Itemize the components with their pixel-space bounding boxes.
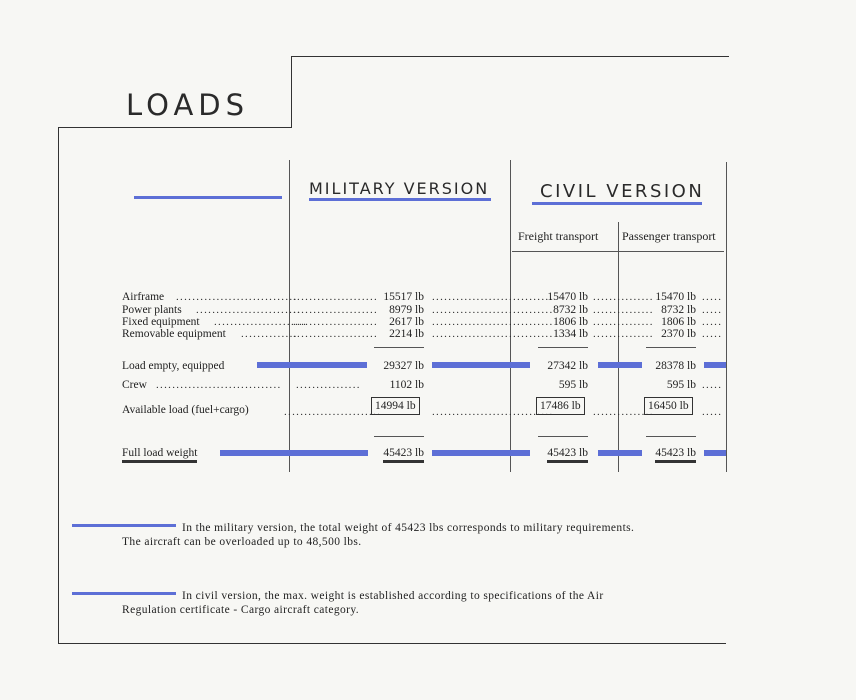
civil-note-line1: In civil version, the max. weight is established according to specifications of the Air — [182, 590, 604, 602]
military-fixed-value: 2617 lb — [389, 316, 424, 328]
leader-dots: ............... — [593, 406, 654, 418]
freight-fixed-value: 1806 lb — [553, 316, 588, 328]
full-load-accent-bar — [432, 450, 530, 456]
freight-full-value — [538, 447, 588, 459]
military-available-box: 14994 lb — [371, 397, 420, 415]
row-label-power-plants: Power plants — [122, 304, 182, 316]
civil-note-accent-bar — [72, 592, 176, 595]
passenger-removable-value: 2370 lb — [661, 328, 696, 340]
leader-dots: ..... — [702, 316, 723, 328]
empty-accent-bar — [432, 362, 530, 368]
row-label-airframe: Airframe — [122, 291, 165, 303]
leader-dots: ............... — [593, 328, 654, 340]
leader-dots: .............................. — [432, 316, 554, 328]
sum-rule — [538, 347, 588, 348]
civil-subheader-line — [512, 251, 724, 252]
header-accent-bar — [134, 196, 282, 199]
civil-note-line2: Regulation certificate - Cargo aircraft category. — [122, 604, 360, 616]
column-divider-3 — [618, 222, 619, 472]
frame-top-line — [292, 56, 729, 57]
military-airframe-value: 15517 lb — [383, 291, 424, 303]
frame-step-line — [291, 56, 292, 128]
freight-full-text: 45423 lb — [547, 447, 588, 463]
military-removable-value: 2214 lb — [389, 328, 424, 340]
column-divider-4 — [726, 162, 727, 472]
leader-dots: ..................... — [293, 291, 379, 303]
military-power-value: 8979 lb — [389, 304, 424, 316]
full-load-accent-bar — [220, 450, 368, 456]
freight-airframe-value: 15470 lb — [547, 291, 588, 303]
leader-dots: ............... — [593, 291, 654, 303]
leader-dots: ............... — [593, 316, 654, 328]
frame-title-underline — [58, 127, 292, 128]
leader-dots: ..... — [702, 304, 723, 316]
military-available-value — [371, 400, 420, 412]
passenger-crew-value: 595 lb — [666, 379, 696, 391]
passenger-fixed-value: 1806 lb — [661, 316, 696, 328]
leader-dots: ..... — [702, 406, 723, 418]
freight-removable-value: 1334 lb — [553, 328, 588, 340]
freight-available-box: 17486 lb — [536, 397, 585, 415]
military-empty-value: 29327 lb — [383, 360, 424, 372]
civil-header-underline — [532, 202, 702, 205]
passenger-transport-header: Passenger transport — [622, 229, 716, 243]
leader-dots: ..................... — [293, 304, 379, 316]
freight-crew-value: 595 lb — [558, 379, 588, 391]
leader-dots: ..... — [702, 328, 723, 340]
leader-dots: .............................. — [432, 406, 554, 418]
leader-dots: .............................. — [176, 291, 298, 303]
leader-dots: ............... — [593, 304, 654, 316]
military-note-line2: The aircraft can be overloaded up to 48,500 lbs. — [122, 536, 362, 548]
empty-accent-bar — [598, 362, 642, 368]
military-crew-value: 1102 lb — [389, 379, 424, 391]
civil-version-header: CIVIL VERSION — [540, 181, 705, 202]
passenger-full-text: 45423 lb — [655, 447, 696, 463]
leader-dots: .............................. — [432, 328, 554, 340]
leader-dots: ..................... — [293, 316, 379, 328]
empty-accent-bar — [257, 362, 367, 368]
freight-available-value — [536, 400, 585, 412]
sum-rule — [374, 347, 424, 348]
leader-dots: .............................. — [432, 304, 554, 316]
row-label-fixed-equipment: Fixed equipment — [122, 316, 200, 328]
sum-rule — [646, 347, 696, 348]
freight-power-value: 8732 lb — [553, 304, 588, 316]
passenger-airframe-value: 15470 lb — [655, 291, 696, 303]
leader-dots: ..... — [702, 291, 723, 303]
military-full-text: 45423 lb — [383, 447, 424, 463]
military-note-accent-bar — [72, 524, 176, 527]
row-label-crew: Crew — [122, 379, 147, 391]
leader-dots: .......................... — [196, 304, 302, 316]
freight-empty-value: 27342 lb — [547, 360, 588, 372]
leader-dots: .............................. — [432, 291, 554, 303]
passenger-full-value — [646, 447, 696, 459]
row-label-load-empty: Load empty, equipped — [122, 360, 225, 372]
leader-dots: ..................... — [293, 328, 379, 340]
sum-rule — [374, 436, 424, 437]
military-full-value — [372, 447, 424, 459]
row-label-full-load — [122, 447, 197, 459]
leader-dots: .............. — [241, 328, 298, 340]
full-load-accent-bar — [598, 450, 642, 456]
leader-dots: ........................ — [284, 406, 382, 418]
military-header-underline — [309, 198, 491, 201]
sum-rule — [538, 436, 588, 437]
full-load-accent-bar — [704, 450, 726, 456]
empty-accent-bar — [704, 362, 726, 368]
passenger-available-value — [644, 400, 693, 412]
leader-dots: ....................... — [214, 316, 308, 328]
row-label-removable-equipment: Removable equipment — [122, 328, 226, 340]
passenger-empty-value: 28378 lb — [655, 360, 696, 372]
passenger-available-box: 16450 lb — [644, 397, 693, 415]
page-title: LOADS — [126, 88, 250, 122]
full-load-label-text: Full load weight — [122, 447, 197, 463]
military-note-line1: In the military version, the total weight of 45423 lbs corresponds to military requirements. — [182, 522, 635, 534]
frame-bottom-line — [58, 643, 726, 644]
sum-rule — [646, 436, 696, 437]
leader-dots: ................ — [296, 379, 361, 391]
leader-dots: ............................... — [156, 379, 282, 391]
frame-left-line — [58, 127, 59, 643]
row-label-available-load: Available load (fuel+cargo) — [122, 404, 249, 416]
military-version-header: MILITARY VERSION — [309, 179, 490, 198]
freight-transport-header: Freight transport — [518, 229, 599, 243]
leader-dots: ..... — [702, 379, 723, 391]
passenger-power-value: 8732 lb — [661, 304, 696, 316]
